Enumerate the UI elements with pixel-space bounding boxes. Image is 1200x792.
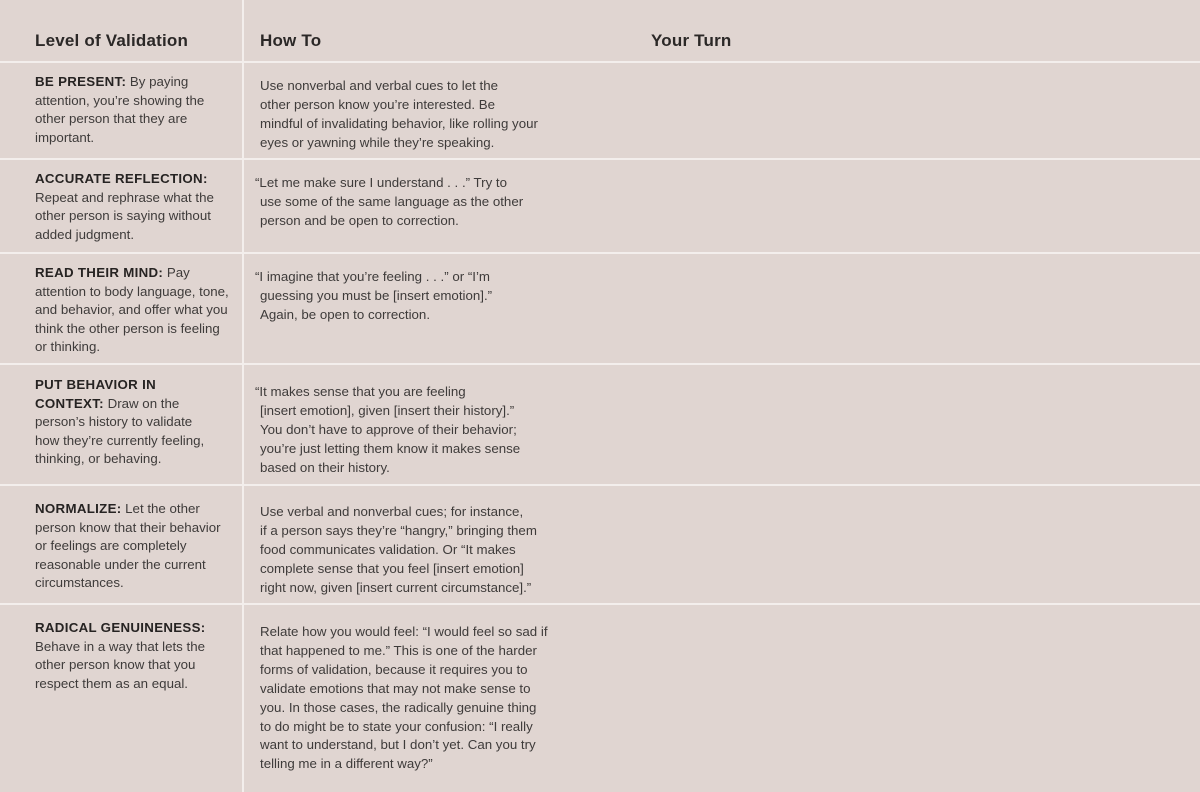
level-description: Let the other person know that their behavior or feelings are completely reasonable under the current circumstances. bbox=[35, 501, 221, 591]
howto-line: Use nonverbal and verbal cues to let the bbox=[260, 78, 499, 93]
level-title: PUT BEHAVIOR IN CONTEXT: bbox=[35, 377, 156, 411]
level-be-present bbox=[35, 73, 233, 147]
row-divider bbox=[0, 252, 1200, 254]
level-title: NORMALIZE: bbox=[35, 501, 122, 516]
row-divider bbox=[0, 484, 1200, 486]
howto-line: person and be open to correction. bbox=[260, 212, 459, 228]
howto-line: food communicates validation. Or “It makes bbox=[260, 541, 516, 557]
header-how-to: How To bbox=[260, 31, 322, 50]
howto-accurate-reflection bbox=[255, 174, 575, 231]
level-radical-genuineness bbox=[35, 619, 233, 693]
howto-line: Again, be open to correction. bbox=[260, 306, 431, 322]
column-divider bbox=[242, 0, 244, 792]
howto-line: Use verbal and nonverbal cues; for instance, bbox=[260, 504, 524, 519]
row-divider bbox=[0, 363, 1200, 365]
level-description: Behave in a way that lets the other person know that you respect them as an equal. bbox=[35, 638, 206, 691]
howto-line: “Let me make sure I understand . . .” Try to bbox=[255, 175, 508, 190]
level-description: Repeat and rephrase what the other person is saying without added judgment. bbox=[35, 189, 214, 242]
howto-put-behavior-in-context bbox=[255, 383, 575, 478]
howto-normalize bbox=[260, 503, 580, 598]
howto-read-their-mind bbox=[255, 268, 575, 325]
howto-line: complete sense that you feel [insert emotion] bbox=[260, 560, 524, 576]
howto-line: Relate how you would feel: “I would feel so sad if bbox=[260, 624, 548, 639]
howto-be-present bbox=[260, 77, 580, 153]
howto-line: “I imagine that you’re feeling . . .” or “I’m bbox=[255, 269, 491, 284]
howto-line: to do might be to state your confusion: “I really bbox=[260, 718, 533, 734]
howto-line: guessing you must be [insert emotion].” bbox=[260, 287, 493, 303]
howto-line: right now, given [insert current circumstance].” bbox=[260, 579, 532, 595]
level-title: RADICAL GENUINENESS: bbox=[35, 620, 206, 635]
howto-line: forms of validation, because it requires you to bbox=[260, 661, 528, 677]
header-divider bbox=[0, 61, 1200, 63]
howto-line: mindful of invalidating behavior, like rolling your bbox=[260, 115, 538, 131]
header-your-turn: Your Turn bbox=[651, 31, 732, 50]
howto-line: use some of the same language as the other bbox=[260, 193, 524, 209]
level-put-behavior-in-context bbox=[35, 376, 215, 469]
howto-line: other person know you’re interested. Be bbox=[260, 96, 496, 112]
row-divider bbox=[0, 603, 1200, 605]
howto-line: you. In those cases, the radically genuine thing bbox=[260, 699, 537, 715]
level-description: Pay attention to body language, tone, and behavior, and offer what you think the other person is feeling or thinking. bbox=[35, 265, 229, 355]
howto-line: “It makes sense that you are feeling bbox=[255, 384, 466, 399]
level-title: BE PRESENT: bbox=[35, 74, 127, 89]
howto-line: that happened to me.” This is one of the harder bbox=[260, 642, 537, 658]
howto-line: validate emotions that may not make sense to bbox=[260, 680, 531, 696]
howto-line: You don’t have to approve of their behavior; bbox=[260, 421, 517, 437]
howto-line: want to understand, but I don’t yet. Can you try bbox=[260, 737, 536, 753]
howto-line: based on their history. bbox=[260, 459, 390, 475]
level-read-their-mind bbox=[35, 264, 233, 357]
howto-radical-genuineness bbox=[260, 623, 580, 774]
level-accurate-reflection bbox=[35, 170, 233, 244]
row-divider bbox=[0, 158, 1200, 160]
howto-line: telling me in a different way?” bbox=[260, 756, 433, 772]
level-title: READ THEIR MIND: bbox=[35, 265, 164, 280]
level-description: By paying attention, you’re showing the other person that they are important. bbox=[35, 74, 205, 145]
howto-line: you’re just letting them know it makes sense bbox=[260, 440, 521, 456]
header-level-of-validation: Level of Validation bbox=[35, 31, 189, 50]
howto-line: if a person says they’re “hangry,” bringing them bbox=[260, 522, 537, 538]
level-title: ACCURATE REFLECTION: bbox=[35, 171, 208, 186]
howto-line: [insert emotion], given [insert their history].” bbox=[260, 402, 515, 418]
level-description: Draw on the person’s history to validate how they’re currently feeling, thinking, or behaving. bbox=[35, 395, 205, 467]
howto-line: eyes or yawning while they’re speaking. bbox=[260, 134, 495, 150]
level-normalize bbox=[35, 500, 233, 593]
